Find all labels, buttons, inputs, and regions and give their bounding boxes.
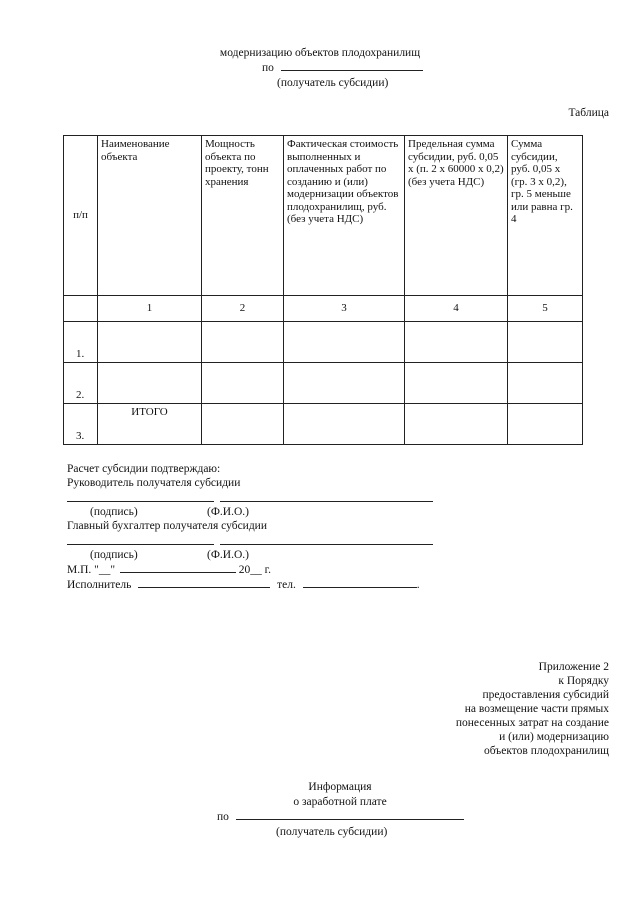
- table-cell: [202, 404, 284, 445]
- table-cell: [284, 322, 405, 363]
- column-number-row: [64, 296, 583, 322]
- recipient-blank: [236, 819, 464, 820]
- table-cell: [405, 322, 508, 363]
- table-cell: [508, 363, 583, 404]
- table-cell: [202, 322, 284, 363]
- mp-label: М.П. "__": [67, 564, 116, 576]
- header-cell-subsidy: Сумма субсидии, руб. 0,05 х (гр. 3 х 0,2), гр. 5 меньше или равна гр. 4: [508, 136, 583, 296]
- table-cell: [405, 404, 508, 445]
- row-name-cell: [98, 363, 202, 404]
- stamp-date-line: [67, 563, 271, 577]
- appendix-line: понесенных затрат на создание: [455, 717, 609, 729]
- recipient-caption: (получатель субсидии): [277, 77, 389, 89]
- recipient-blank: [281, 70, 423, 71]
- appendix-line: к Порядку: [558, 675, 609, 687]
- signature-blank: [67, 490, 214, 502]
- row-number: 1.: [64, 322, 98, 363]
- po-label: по: [217, 811, 229, 823]
- table-row: [64, 322, 583, 363]
- confirm-text: Расчет субсидии подтверждаю:: [67, 463, 221, 475]
- table-cell: [202, 363, 284, 404]
- date-blank: [120, 572, 236, 573]
- sign-caption: (подпись): [90, 506, 138, 518]
- header-cell-pp: п/п: [64, 136, 98, 296]
- column-number-cell: 3: [284, 296, 405, 322]
- document-subtitle: модернизацию объектов плодохранилищ: [219, 47, 421, 59]
- header-cell-limit: Предельная сумма субсидии, руб. 0,05 х (п. 2 х 60000 х 0,2) (без учета НДС): [405, 136, 508, 296]
- fio-caption: (Ф.И.О.): [207, 506, 249, 518]
- executor-label: Исполнитель: [67, 579, 132, 591]
- fio-blank: [220, 490, 433, 502]
- row-number: 3.: [64, 404, 98, 445]
- appendix-line: и (или) модернизацию: [499, 731, 609, 743]
- info-recipient-line: [217, 810, 464, 824]
- header-cell-cost: Фактическая стоимость выполненных и оплаченных работ по созданию и (или) модернизации объектов плодохранилищ, руб. (без учета НДС): [284, 136, 405, 296]
- subsidy-table: [63, 135, 583, 445]
- period: .: [416, 579, 420, 591]
- table-label: Таблица: [568, 107, 609, 119]
- po-label: по: [262, 62, 274, 74]
- column-number-cell: 2: [202, 296, 284, 322]
- column-number-cell: 1: [98, 296, 202, 322]
- appendix-block: [380, 660, 609, 758]
- appendix-line: Приложение 2: [538, 661, 609, 673]
- executor-blank: [138, 587, 270, 588]
- table-cell: [508, 322, 583, 363]
- year-label: 20__ г.: [238, 564, 271, 576]
- row-name-cell: ИТОГО: [98, 404, 202, 445]
- head-title: Руководитель получателя субсидии: [67, 477, 241, 489]
- row-number: 2.: [64, 363, 98, 404]
- header-cell-name: Наименование объекта: [98, 136, 202, 296]
- appendix-line: предоставления субсидий: [482, 689, 609, 701]
- appendix-line: на возмещение части прямых: [464, 703, 609, 715]
- header-cell-capacity: Мощность объекта по проекту, тонн хранения: [202, 136, 284, 296]
- info-title: Информация: [308, 781, 372, 793]
- phone-label: тел.: [277, 579, 296, 591]
- table-cell: [405, 363, 508, 404]
- head-signature-lines: [67, 490, 433, 506]
- table-cell: [508, 404, 583, 445]
- info-recipient-caption: (получатель субсидии): [276, 826, 388, 838]
- signature-blank: [67, 533, 214, 545]
- accountant-signature-lines: [67, 533, 433, 549]
- row-name-cell: [98, 322, 202, 363]
- column-number-cell: 4: [405, 296, 508, 322]
- column-number-cell: 5: [508, 296, 583, 322]
- column-number-cell: [64, 296, 98, 322]
- executor-line: [67, 578, 420, 592]
- table-row: [64, 363, 583, 404]
- sign-caption: (подпись): [90, 549, 138, 561]
- fio-blank: [220, 533, 433, 545]
- accountant-title: Главный бухгалтер получателя субсидии: [67, 520, 267, 532]
- fio-caption: (Ф.И.О.): [207, 549, 249, 561]
- recipient-line: [262, 61, 423, 75]
- table-row: [64, 404, 583, 445]
- phone-blank: [303, 587, 417, 588]
- table-cell: [284, 363, 405, 404]
- table-cell: [284, 404, 405, 445]
- header-row: [64, 136, 583, 296]
- info-subtitle: о заработной плате: [293, 796, 387, 808]
- appendix-line: объектов плодохранилищ: [483, 745, 609, 757]
